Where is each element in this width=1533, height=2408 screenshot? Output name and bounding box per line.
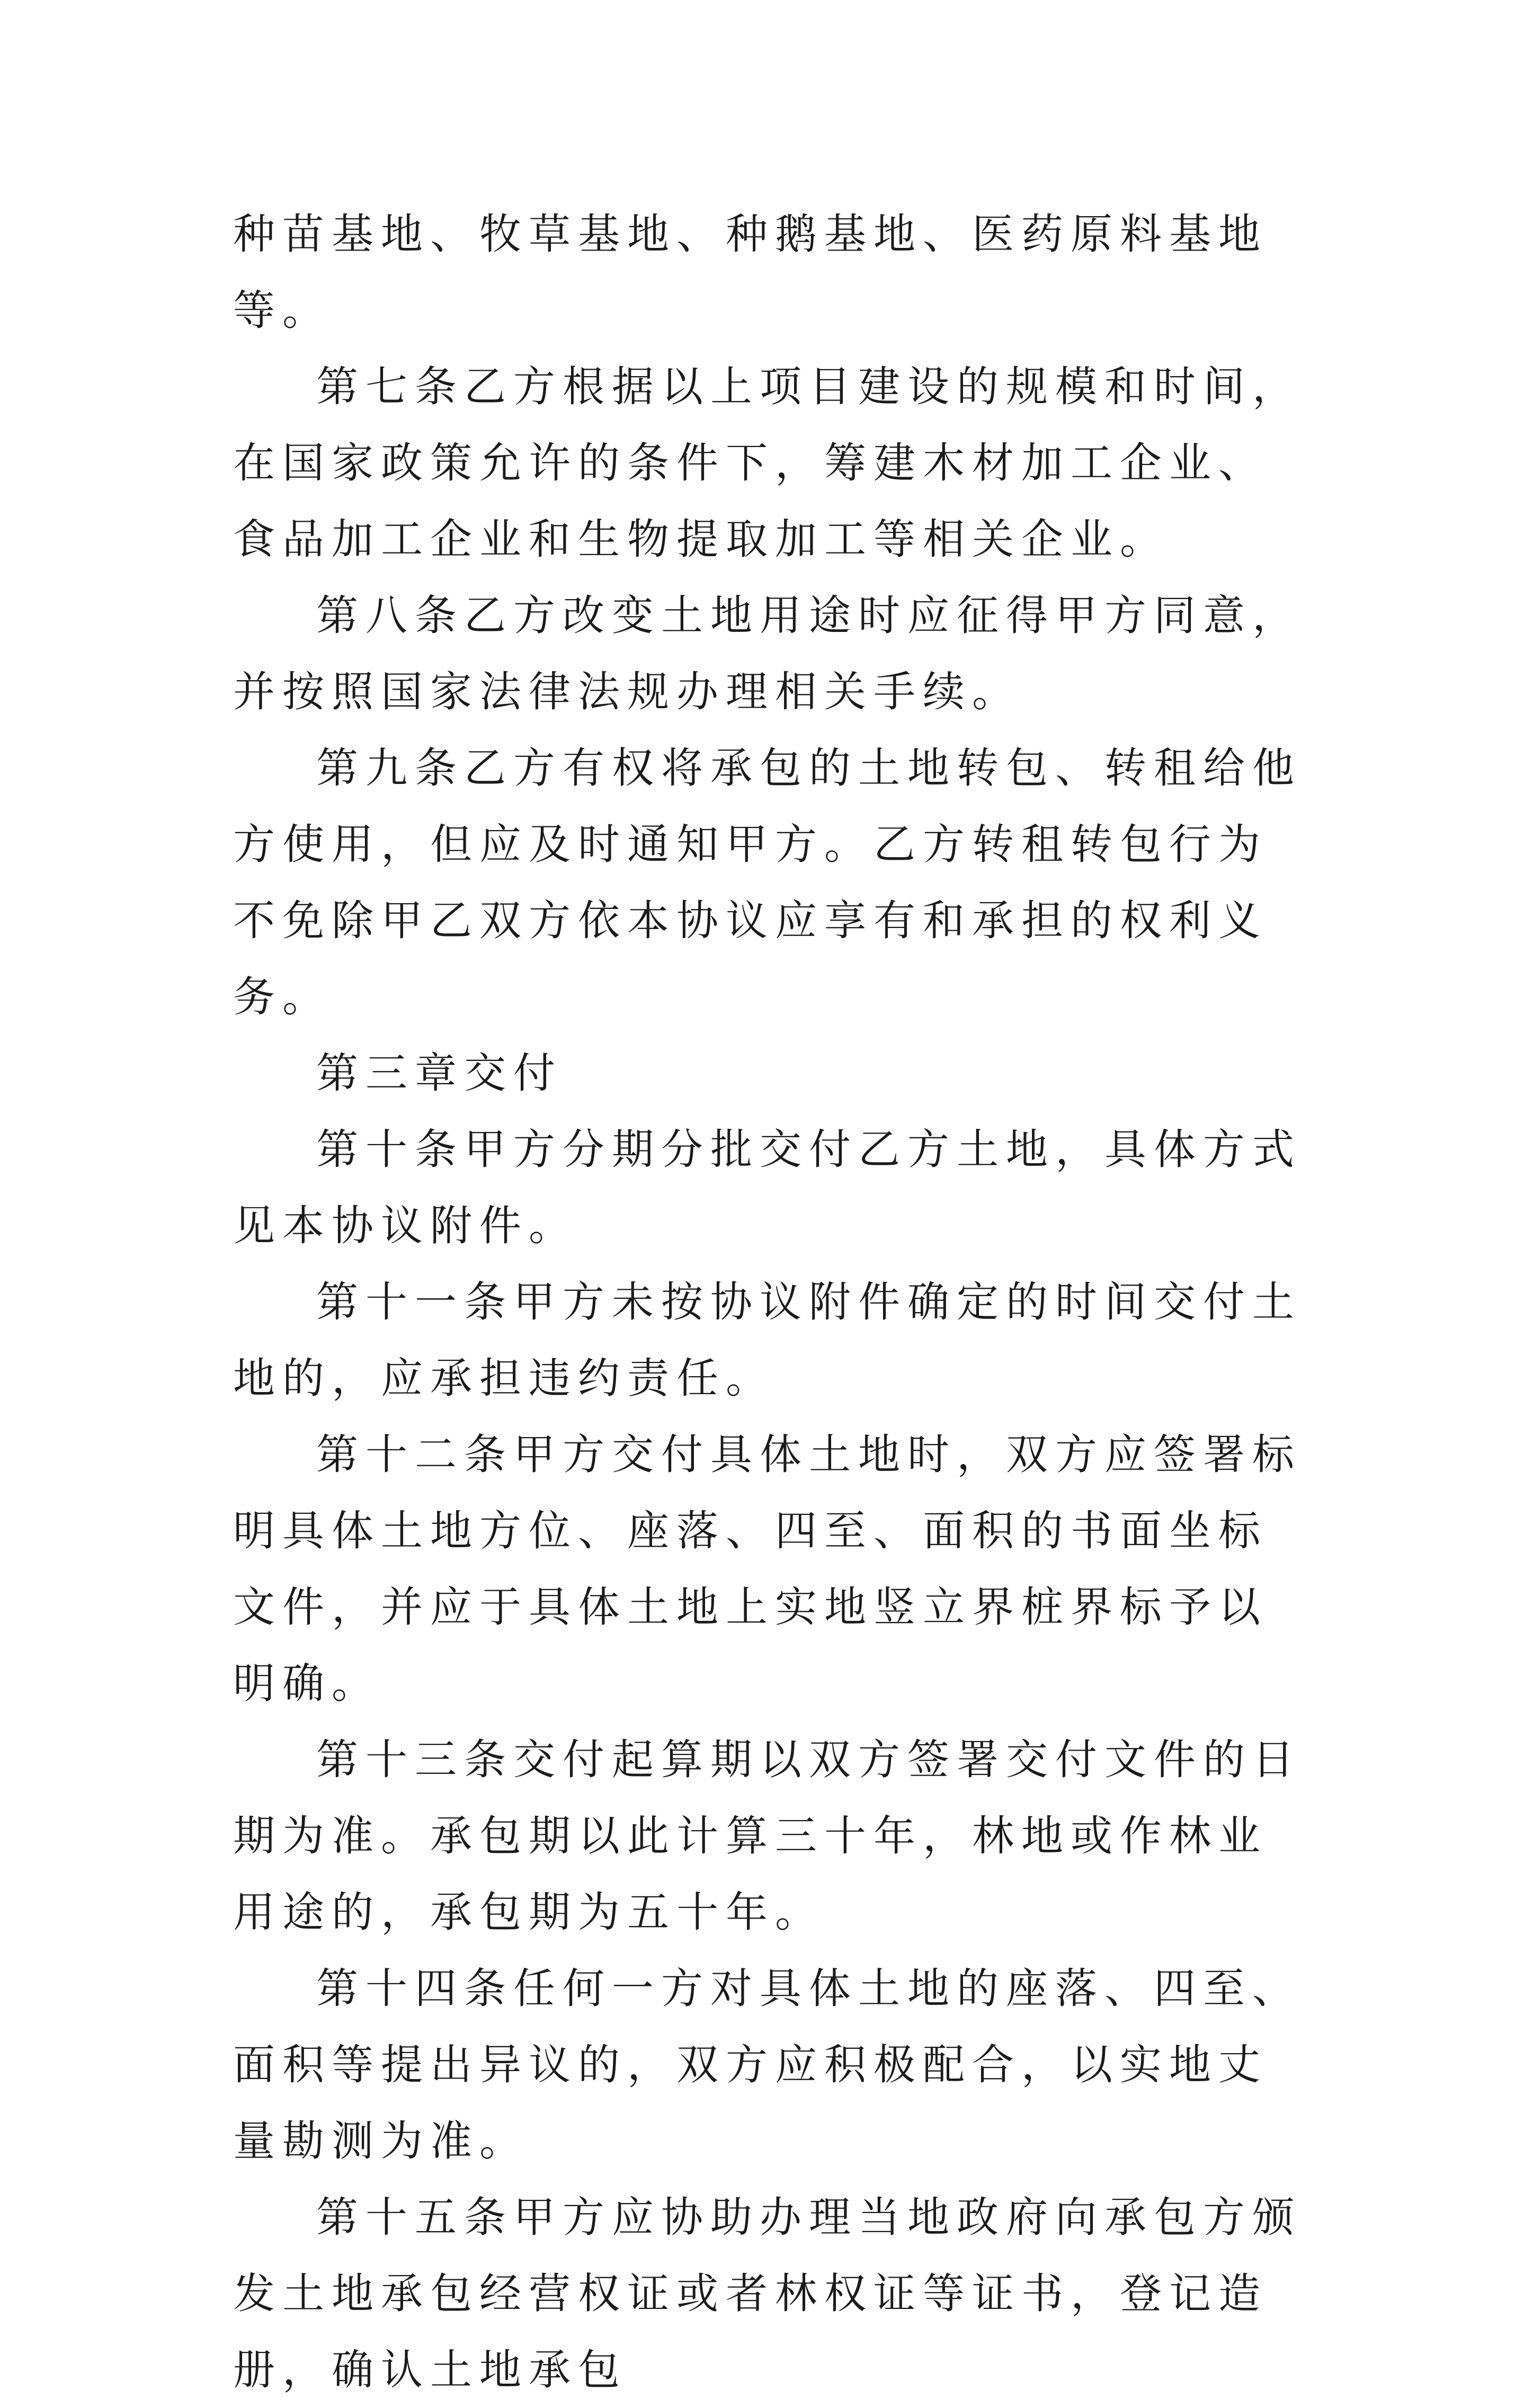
chapter-3-heading: 第三章交付 xyxy=(316,1049,563,1098)
paragraph-article-15: 第十五条甲方应协助办理当地政府向承包方颁发土地承包经营权证或者林权证等证书，登记造册，确认土地承包 xyxy=(233,2193,1302,2394)
paragraph-article-11: 第十一条甲方未按协议附件确定的时间交付土地的，应承担违约责任。 xyxy=(233,1278,1302,1403)
paragraph-seedling-bases: 种苗基地、牧草基地、种鹅基地、医药原料基地等。 xyxy=(233,210,1268,335)
paragraph-article-8: 第八条乙方改变土地用途时应征得甲方同意，并按照国家法律法规办理相关手续。 xyxy=(233,591,1302,716)
document-body xyxy=(233,196,1308,2408)
paragraph-article-12: 第十二条甲方交付具体土地时，双方应签署标明具体土地方位、座落、四至、面积的书面坐标文件，并应于具体土地上实地竖立界桩界标予以明确。 xyxy=(233,1430,1302,1708)
paragraph-article-9: 第九条乙方有权将承包的土地转包、转租给他方使用，但应及时通知甲方。乙方转租转包行为不免除甲乙双方依本协议应享有和承担的权利义务。 xyxy=(233,744,1302,1021)
paragraph-article-13: 第十三条交付起算期以双方签署交付文件的日期为准。承包期以此计算三十年，林地或作林业用途的，承包期为五十年。 xyxy=(233,1735,1302,1937)
paragraph-article-14: 第十四条任何一方对具体土地的座落、四至、面积等提出异议的，双方应积极配合，以实地丈量勘测为准。 xyxy=(233,1964,1302,2165)
paragraph-article-10: 第十条甲方分期分批交付乙方土地，具体方式见本协议附件。 xyxy=(233,1125,1302,1250)
paragraph-article-7: 第七条乙方根据以上项目建设的规模和时间，在国家政策允许的条件下，筹建木材加工企业、食品加工企业和生物提取加工等相关企业。 xyxy=(233,362,1302,564)
